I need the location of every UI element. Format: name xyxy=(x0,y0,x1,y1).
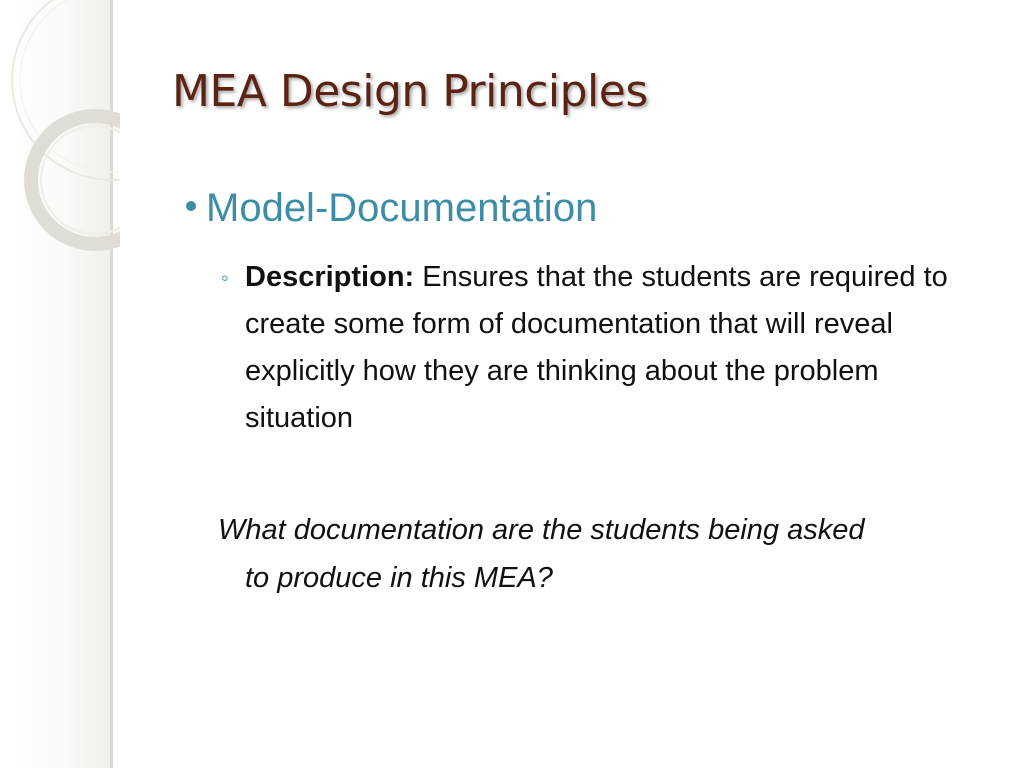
slide-title: MEA Design Principles xyxy=(172,66,648,117)
question-line-1: What documentation are the students being asked xyxy=(218,514,865,546)
question-line-2: to produce in this MEA? xyxy=(245,562,553,594)
description-label: Description: xyxy=(245,261,415,293)
sub-bullet-content xyxy=(221,254,981,442)
decorative-rings-icon xyxy=(0,0,120,260)
description-text: Ensures that the students are required to create some form of documentation that will reveal explicitly how they are thinking about the problem situation xyxy=(245,261,948,434)
bullet-dot-icon xyxy=(186,201,196,211)
sub-bullet-item xyxy=(221,254,981,442)
sub-bullet-circle-icon: ◦ xyxy=(221,265,229,290)
question-text xyxy=(218,506,988,602)
bullet-text: Model-Documentation xyxy=(206,186,598,230)
bullet-item xyxy=(186,186,986,231)
